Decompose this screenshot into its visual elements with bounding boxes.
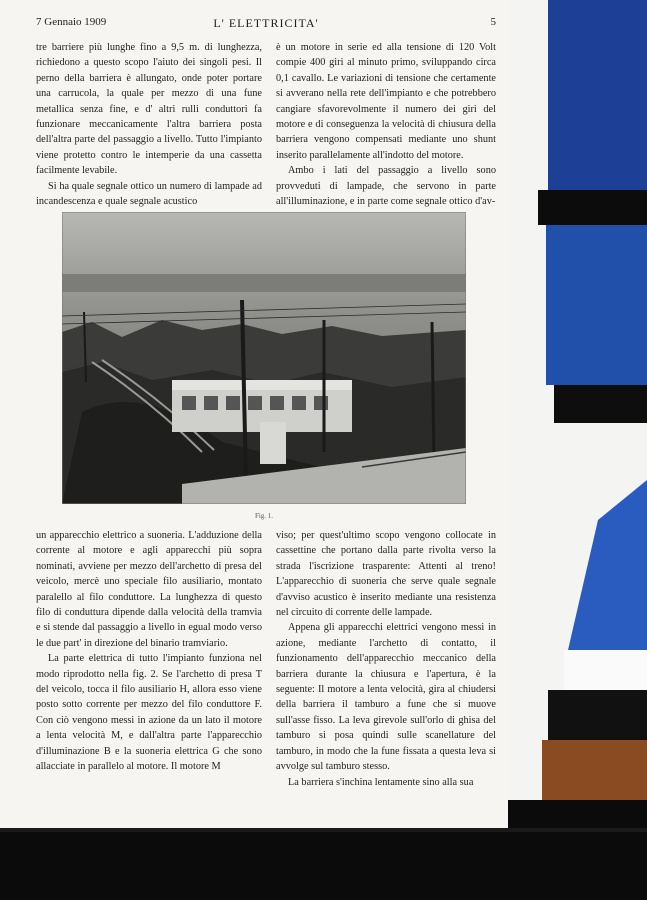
paragraph: Si ha quale segnale ottico un numero di lampade ad incandescenza e quale segnale acustico — [36, 180, 262, 208]
column-top-left — [36, 40, 262, 209]
paragraph: un apparecchio elettrico a suoneria. L'adduzione della corrente al motore e agli apparecchi più sopra nominati, avviene per mezzo dell'archetto di presa del veicolo, mercè uno speciale filo ausiliario, montato paralello al filo conduttore. La lunghezza di questo filo di conduttura dipende dalla velocità della tramvia e si stende dal passaggio a livello in egual modo verso le due part' in direzione del binario tramviario. — [36, 530, 262, 649]
figure-caption: Fig. 1. — [254, 512, 274, 520]
paragraph: è un motore in serie ed alla tensione di 120 Volt compie 400 giri al minuto primo, sviluppando circa 0,1 cavallo. Le variazioni di tensione che certamente si avverano nella rete dell'impianto e che potrebbero cangiare sfavorevolmente il numero dei giri del motore e di conseguenza la velocità di chiusura della barriera vengono compensati mediante uno shunt inserito parallelamente all'indotto del motore. — [276, 42, 496, 161]
paragraph: La parte elettrica di tutto l'impianto funziona nel modo riprodotto nella fig. 2. Se l'archetto di presa T del veicolo, tocca il filo ausiliario H, allora esso viene posto sotto corrente per mezzo del filo conduttore F. Con ciò vengono messi in azione da un lato il motore a lenta velocità M, e dall'altra parte l'apparecchio d'illuminazione B e la suoneria elettrica G che sono allacciate in parallelo al motore. Il motore M — [36, 653, 262, 773]
paragraph: Appena gli apparecchi elettrici vengono messi in azione, mediante l'archetto di contatto, il funzionamento dell'apparecchio meccanico della barriera durante la chiusura e l'apertura, è la seguente: Il motore a lenta velocità, gira al chiudersi della barriera il tamburo a fune che si muove sull'asse fisso. La leva girevole sull'orlo di ghisa del tamburo si posa quindi sulle scanellature del tamburo, in modo che la fune fissata a questa leva si avvolge sul tamburo stesso. — [276, 622, 496, 773]
scan-artifact-right-edge — [508, 0, 647, 900]
column-top-right — [276, 40, 496, 209]
page-number: 5 — [490, 16, 496, 28]
scan-artifact-bottom-band — [0, 828, 647, 900]
paragraph: Ambo i lati del passaggio a livello sono provveduti di lampade, che servono in parte all'illuminazione, e in parte come segnale ottico d'av- — [276, 165, 496, 208]
column-bottom-left — [36, 528, 262, 775]
paragraph: La barriera s'inchina lentamente sino alla sua — [288, 776, 474, 788]
photograph-railway-crossing — [62, 212, 466, 504]
column-bottom-right — [276, 528, 496, 790]
journal-title: L' ELETTRICITA' — [213, 16, 319, 30]
paragraph: viso; per quest'ultimo scopo vengono collocate in cassettine che portano dalla parte rivolta verso la strada l'iscrizione trasparente: Attenti al treno! L'apparecchio di suoneria che serve quale segnale d'avviso acustico è inserito mediante una resistenza nel circuito di corrente delle lampade. — [276, 530, 496, 619]
paragraph: tre barriere più lunghe fino a 9,5 m. di lunghezza, richiedono a questo scopo l'aiuto dei singoli pesi. Il perno della barriera è allungato, onde poter portare una carrucola, la quale per mezzo di una fune metallica senza fine, e d' altri rulli conduttori fa funzionare meccanicamente l'altra barriera posta dell'altra parte del passaggio a livello. Tutto l'impianto viene protetto contro le intemperie da una cassetta facilmente levabile. — [36, 42, 262, 177]
running-header — [36, 16, 496, 32]
issue-date: 7 Gennaio 1909 — [36, 16, 107, 28]
